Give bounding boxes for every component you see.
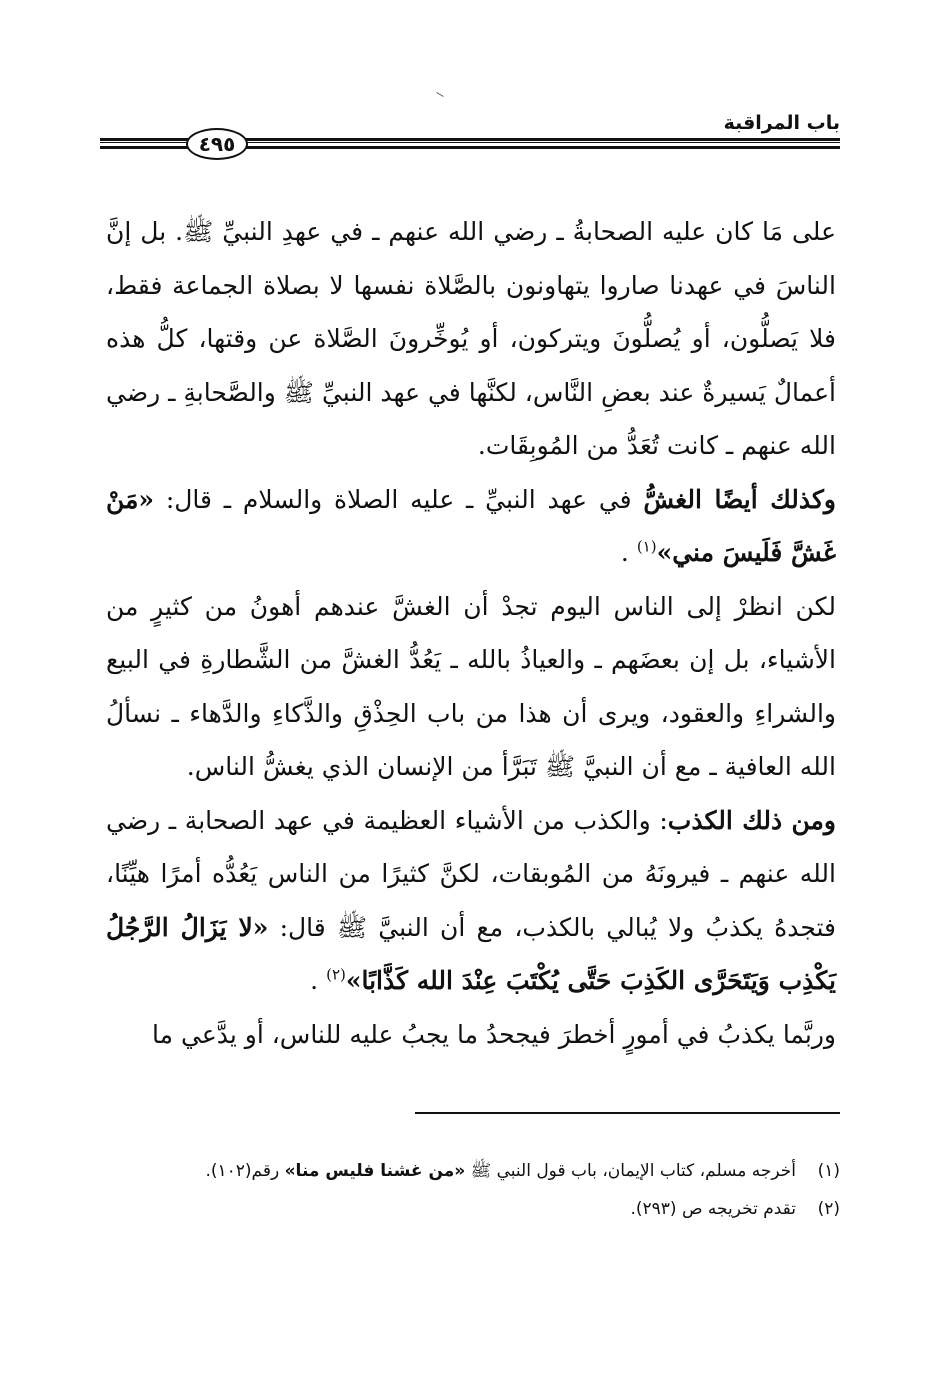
paragraph-1: على مَا كان عليه الصحابةُ ـ رضي الله عنهم ـ في عهدِ النبيِّ ﷺ. بل إنَّ الناسَ في عهدنا صاروا يتهاونون بالصَّلاة نفسها لا بصلاة الجماعة فقط، فلا يَصلُّون، أو يُصلُّونَ ويتركون، أو يُوخِّرونَ الصَّلاة عن وقتها، كلُّ هذه أعمالٌ يَسيرةٌ عند بعضِ النَّاس، لكنَّها في عهد النبيِّ ﷺ والصَّحابةِ ـ رضي الله عنهم ـ كانت تُعَدُّ من المُوبِقَات. bbox=[106, 217, 836, 460]
paragraph-3: لكن انظرْ إلى الناس اليوم تجدْ أن الغشَّ عندهم أهونُ من كثيرٍ من الأشياء، بل إن بعضَهم ـ والعياذُ بالله ـ يَعُدُّ الغشَّ من الشَّطارةِ في البيع والشراءِ والعقود، ويرى أن هذا من باب الحِذْقِ والذَّكاءِ والدَّهاء ـ نسألُ الله العافية ـ مع أن النبيَّ ﷺ تَبَرَّأ من الإنسان الذي يغشُّ الناس. bbox=[106, 591, 836, 781]
footnote-1-after: رقم(١٠٢). bbox=[205, 1161, 285, 1181]
paragraph-4-lead: ومن ذلك الكذب bbox=[667, 805, 836, 835]
paragraph-2-end: . bbox=[620, 538, 629, 567]
paragraph-4 bbox=[106, 794, 836, 1008]
page-header bbox=[100, 108, 840, 168]
footnote-1-number: (١) bbox=[817, 1161, 840, 1181]
footnote-2-number: (٢) bbox=[817, 1199, 840, 1219]
footnote-1-text: أخرجه مسلم، كتاب الإيمان، باب قول النبي ﷺ bbox=[465, 1161, 796, 1181]
chapter-title: باب المراقبة bbox=[723, 112, 840, 134]
paragraph-4-end: . bbox=[310, 966, 319, 995]
paragraph-2-lead: وكذلك أيضًا الغشُّ bbox=[643, 484, 836, 514]
footnote-1-bold: «من غشنا فليس منا» bbox=[284, 1161, 466, 1181]
page-number: ٤٩٥ bbox=[186, 128, 248, 160]
footnote-2 bbox=[106, 1190, 840, 1228]
footnotes bbox=[106, 1152, 840, 1228]
paragraph-5: وربَّما يكذبُ في أمورٍ أخطرَ فيجحدُ ما يجبُ عليه للناس، أو يدَّعي ما bbox=[152, 1019, 836, 1049]
hadith-1: «مَنْ غَشَّ فَلَيسَ مني» bbox=[106, 484, 836, 567]
hadith-2: «لا يَزَالُ الرَّجُلُ يَكْذِب وَيَتَحَرَّى الكَذِبَ حَتَّى يُكْتَبَ عِنْدَ الله كَذَّابًا» bbox=[106, 912, 836, 995]
paragraph-2 bbox=[106, 473, 836, 580]
paragraph-4-text: : والكذب من الأشياء العظيمة في عهد الصحابة ـ رضي الله عنهم ـ فيرونَهُ من المُوبقات، لكنَّ كثيرًا من الناس يَعُدُّه أمرًا هيِّنًا، فتجدهُ يكذبُ ولا يُبالي بالكذب، مع أن النبيَّ ﷺ قال: bbox=[106, 805, 837, 942]
footnote-ref-1[interactable]: (١) bbox=[636, 537, 657, 556]
header-rule-right bbox=[246, 138, 840, 149]
footnote-divider bbox=[415, 1112, 840, 1114]
main-text bbox=[106, 205, 836, 1061]
header-rule-left bbox=[100, 138, 188, 149]
footnote-ref-2[interactable]: (٢) bbox=[326, 965, 346, 984]
footnote-2-text: تقدم تخريجه ص (٢٩٣). bbox=[630, 1199, 796, 1219]
scan-mark bbox=[436, 92, 443, 97]
paragraph-2-text: في عهد النبيِّ ـ عليه الصلاة والسلام ـ قال: bbox=[154, 484, 644, 514]
footnote-1 bbox=[106, 1152, 840, 1190]
